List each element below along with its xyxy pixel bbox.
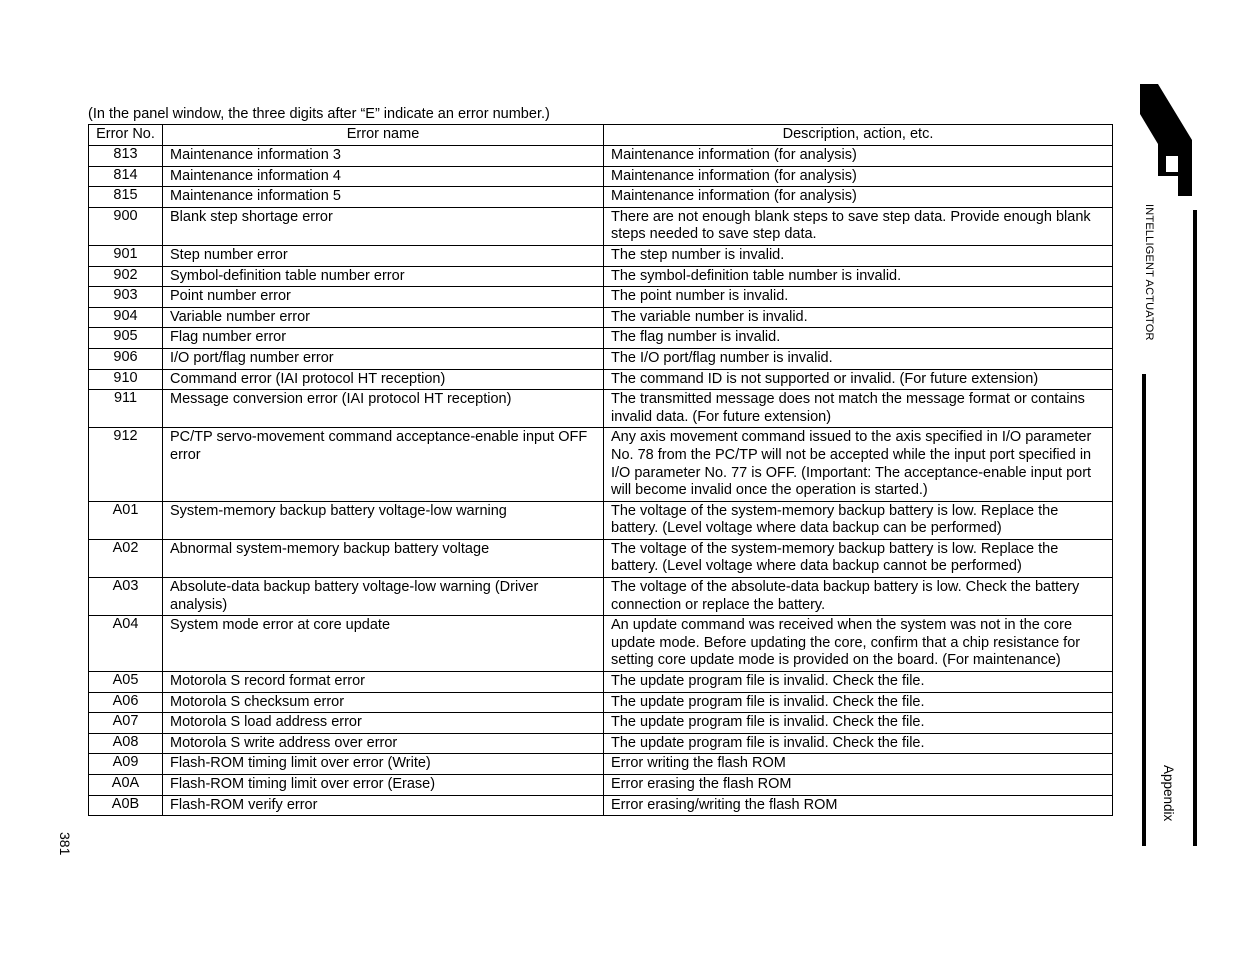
table-row — [89, 348, 1113, 369]
description-cell: Error writing the flash ROM — [604, 754, 1113, 775]
error-number-cell: A07 — [89, 713, 163, 734]
description-cell: The command ID is not supported or invalid. (For future extension) — [604, 369, 1113, 390]
table-row — [89, 287, 1113, 308]
description-cell: The voltage of the system-memory backup battery is low. Replace the battery. (Level voltage where data backup cannot be performed) — [604, 539, 1113, 577]
description-cell: Maintenance information (for analysis) — [604, 166, 1113, 187]
description-cell: There are not enough blank steps to save step data. Provide enough blank steps needed to save step data. — [604, 207, 1113, 245]
table-row — [89, 146, 1113, 167]
description-cell: An update command was received when the system was not in the core update mode. Before updating the core, confirm that a chip resistance for setting core update mode is provided on the board. (For maintenance) — [604, 616, 1113, 672]
description-cell: The voltage of the system-memory backup battery is low. Replace the battery. (Level voltage where data backup can be performed) — [604, 501, 1113, 539]
header-error-no: Error No. — [89, 125, 163, 146]
table-row — [89, 672, 1113, 693]
table-row — [89, 328, 1113, 349]
error-name-cell: Maintenance information 4 — [163, 166, 604, 187]
table-row — [89, 266, 1113, 287]
description-cell: The transmitted message does not match the message format or contains invalid data. (For future extension) — [604, 390, 1113, 428]
error-number-cell: A05 — [89, 672, 163, 693]
header-error-name: Error name — [163, 125, 604, 146]
error-name-cell: Flag number error — [163, 328, 604, 349]
error-number-cell: A08 — [89, 733, 163, 754]
error-number-cell: 903 — [89, 287, 163, 308]
description-cell: The step number is invalid. — [604, 245, 1113, 266]
error-name-cell: Motorola S checksum error — [163, 692, 604, 713]
error-number-cell: A01 — [89, 501, 163, 539]
table-row — [89, 795, 1113, 816]
error-number-cell: 814 — [89, 166, 163, 187]
description-cell: The flag number is invalid. — [604, 328, 1113, 349]
error-number-cell: 911 — [89, 390, 163, 428]
error-number-cell: 813 — [89, 146, 163, 167]
table-row — [89, 539, 1113, 577]
table-row — [89, 390, 1113, 428]
table-row — [89, 307, 1113, 328]
description-cell: The I/O port/flag number is invalid. — [604, 348, 1113, 369]
description-cell: The point number is invalid. — [604, 287, 1113, 308]
error-number-cell: 904 — [89, 307, 163, 328]
error-number-cell: 902 — [89, 266, 163, 287]
error-name-cell: System-memory backup battery voltage-low warning — [163, 501, 604, 539]
table-row — [89, 733, 1113, 754]
error-name-cell: Motorola S write address over error — [163, 733, 604, 754]
table-row — [89, 245, 1113, 266]
table-header-row — [89, 125, 1113, 146]
error-name-cell: Point number error — [163, 287, 604, 308]
error-name-cell: Message conversion error (IAI protocol HT reception) — [163, 390, 604, 428]
description-cell: The symbol-definition table number is invalid. — [604, 266, 1113, 287]
error-name-cell: Maintenance information 5 — [163, 187, 604, 208]
table-row — [89, 775, 1113, 796]
error-name-cell: Variable number error — [163, 307, 604, 328]
description-cell: Error erasing the flash ROM — [604, 775, 1113, 796]
edge-bar-right — [1193, 210, 1197, 846]
error-number-cell: A0A — [89, 775, 163, 796]
iai-logo — [1140, 84, 1192, 196]
description-cell: The variable number is invalid. — [604, 307, 1113, 328]
description-cell: Any axis movement command issued to the axis specified in I/O parameter No. 78 from the PC/TP will not be accepted while the input port specified in I/O parameter No. 77 is OFF. (Important: The acceptance-enable input port will become invalid once the operation is started.) — [604, 428, 1113, 501]
description-cell: The update program file is invalid. Check the file. — [604, 692, 1113, 713]
edge-bar-top — [1142, 374, 1146, 846]
error-number-cell: A06 — [89, 692, 163, 713]
error-name-cell: Motorola S load address error — [163, 713, 604, 734]
error-number-cell: A0B — [89, 795, 163, 816]
error-number-cell: A04 — [89, 616, 163, 672]
error-name-cell: Flash-ROM verify error — [163, 795, 604, 816]
description-cell: The update program file is invalid. Check the file. — [604, 672, 1113, 693]
table-row — [89, 369, 1113, 390]
description-cell: Maintenance information (for analysis) — [604, 146, 1113, 167]
description-cell: Error erasing/writing the flash ROM — [604, 795, 1113, 816]
description-cell: The voltage of the absolute-data backup battery is low. Check the battery connection or replace the battery. — [604, 578, 1113, 616]
table-row — [89, 754, 1113, 775]
table-row — [89, 713, 1113, 734]
error-name-cell: Motorola S record format error — [163, 672, 604, 693]
error-number-cell: 815 — [89, 187, 163, 208]
section-label: Appendix — [1161, 765, 1176, 822]
table-row — [89, 207, 1113, 245]
table-row — [89, 616, 1113, 672]
error-number-cell: 906 — [89, 348, 163, 369]
error-name-cell: Maintenance information 3 — [163, 146, 604, 167]
table-row — [89, 187, 1113, 208]
error-name-cell: Absolute-data backup battery voltage-low warning (Driver analysis) — [163, 578, 604, 616]
error-name-cell: Command error (IAI protocol HT reception) — [163, 369, 604, 390]
table-row — [89, 501, 1113, 539]
error-name-cell: Abnormal system-memory backup battery voltage — [163, 539, 604, 577]
error-number-cell: A09 — [89, 754, 163, 775]
description-cell: Maintenance information (for analysis) — [604, 187, 1113, 208]
error-name-cell: Flash-ROM timing limit over error (Erase) — [163, 775, 604, 796]
error-number-cell: 900 — [89, 207, 163, 245]
description-cell: The update program file is invalid. Check the file. — [604, 733, 1113, 754]
error-number-cell: 905 — [89, 328, 163, 349]
error-number-cell: A02 — [89, 539, 163, 577]
error-name-cell: Flash-ROM timing limit over error (Write) — [163, 754, 604, 775]
table-row — [89, 578, 1113, 616]
table-row — [89, 692, 1113, 713]
error-number-cell: A03 — [89, 578, 163, 616]
table-row — [89, 166, 1113, 187]
error-name-cell: Symbol-definition table number error — [163, 266, 604, 287]
error-table — [88, 124, 1113, 816]
table-row — [89, 428, 1113, 501]
brand-text: INTELLIGENT ACTUATOR — [1143, 204, 1155, 341]
error-name-cell: System mode error at core update — [163, 616, 604, 672]
error-name-cell: PC/TP servo-movement command acceptance-enable input OFF error — [163, 428, 604, 501]
error-name-cell: I/O port/flag number error — [163, 348, 604, 369]
description-cell: The update program file is invalid. Check the file. — [604, 713, 1113, 734]
error-number-cell: 901 — [89, 245, 163, 266]
error-name-cell: Step number error — [163, 245, 604, 266]
page-number: 381 — [57, 832, 73, 856]
error-name-cell: Blank step shortage error — [163, 207, 604, 245]
header-description: Description, action, etc. — [604, 125, 1113, 146]
intro-note: (In the panel window, the three digits after “E” indicate an error number.) — [88, 106, 550, 122]
error-number-cell: 910 — [89, 369, 163, 390]
error-number-cell: 912 — [89, 428, 163, 501]
